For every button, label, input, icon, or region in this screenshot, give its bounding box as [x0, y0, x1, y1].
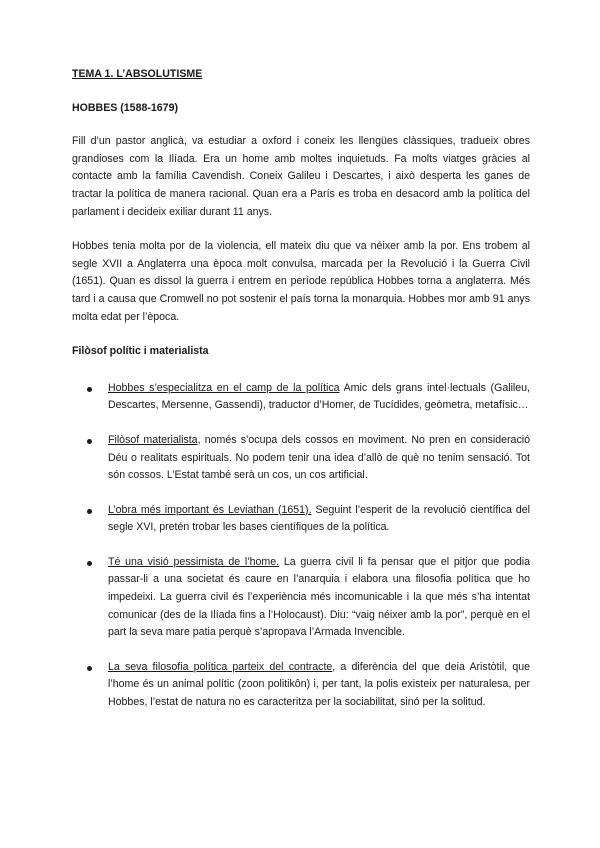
list-item-text: Amic dels grans intel·lectuals (Galileu, Descartes, Mersenne, Gassendi), traductor d’Homer, de Tucídides, geòmetra, metafísic…	[108, 381, 531, 412]
list-item	[72, 432, 530, 485]
list-item	[72, 554, 530, 642]
bullet-icon	[87, 509, 92, 514]
list-item	[72, 659, 530, 712]
list-item	[72, 502, 530, 537]
paragraph-biography: Fill d’un pastor anglicà, va estudiar a oxford i coneix les llengües clàssiques, tradueix obres grandioses com la Ilíada. Era un home amb moltes inquietuds. Fa molts viatges gràcies al contacte amb la família Cavendish. Coneix Galileu i Descartes, i això desperta les ganes de tractar la política de manera racional. Quan era a París es troba en desacord amb la política del parlament i decideix exiliar durant 11 anys.	[72, 135, 530, 218]
list-item-text: La guerra civil li fa pensar que el pitjor que podia passar-li a una societat és caure en l’anarquia i elabora una filosofia política que ho impedeixi. La guerra civil és l’experiència més incomunicable i la que més s’ha intentat comunicar (des de la Ilíada fins a l’Holocaust). Diu: “vaig néixer amb la por”, perquè en el part la seva mare patia perquè s’apropava l’Armada Invencible.	[108, 555, 530, 639]
paragraph-context: Hobbes tenia molta por de la violencia, ell mateix diu que va néixer amb la por. Ens trobem al segle XVII a Anglaterra una època molt convulsa, marcada per la Revolució i la Guerra Civil (1651). Quan es dissol la guerra i entrem en període república Hobbes torna a anglaterra. Més tard i a causa que Cromwell no pot sostenir el país torna la monarquia. Hobbes mor amb 91 anys molta edat per l’època.	[72, 240, 530, 323]
list-item-text: , a diferència del que deia Aristòtil, que l’home és un animal polític (zoon politikôn) i, per tant, la polis existeix per naturalesa, per Hobbes, l’estat de natura no es caracteritza per la sociabilitat, sinó per la solitud.	[108, 660, 530, 709]
list-item-lead: Filòsof materialista	[108, 433, 198, 446]
list-item-text: , només s’ocupa dels cossos en moviment. No pren en consideració Déu o realitats espirituals. No podem tenir una idea d’allò de què no tenim sensació. Tot són cossos. L’Estat també serà un cos, un cos artificial.	[108, 433, 530, 482]
list-item-lead: L’obra més important és Leviathan (1651).	[108, 503, 312, 516]
page-title: TEMA 1. L’ABSOLUTISME	[72, 68, 203, 80]
list-item-lead: Té una visió pessimista de l’home.	[108, 555, 280, 568]
section-heading: Filòsof polític i materialista	[72, 345, 209, 358]
bullet-icon	[87, 387, 92, 392]
bullet-icon	[87, 561, 92, 566]
list-item	[72, 380, 530, 415]
bullet-list	[72, 380, 530, 712]
list-item-lead: La seva filosofia política parteix del contracte	[108, 660, 333, 673]
list-item-lead: Hobbes s’especialitza en el camp de la política	[108, 381, 340, 394]
list-item-text: Seguint l’esperit de la revolució científica del segle XVI, pretén trobar les bases científiques de la política.	[108, 503, 531, 534]
bullet-icon	[87, 439, 92, 444]
bullet-icon	[87, 666, 92, 671]
section-title-hobbes: HOBBES (1588-1679)	[72, 101, 178, 114]
